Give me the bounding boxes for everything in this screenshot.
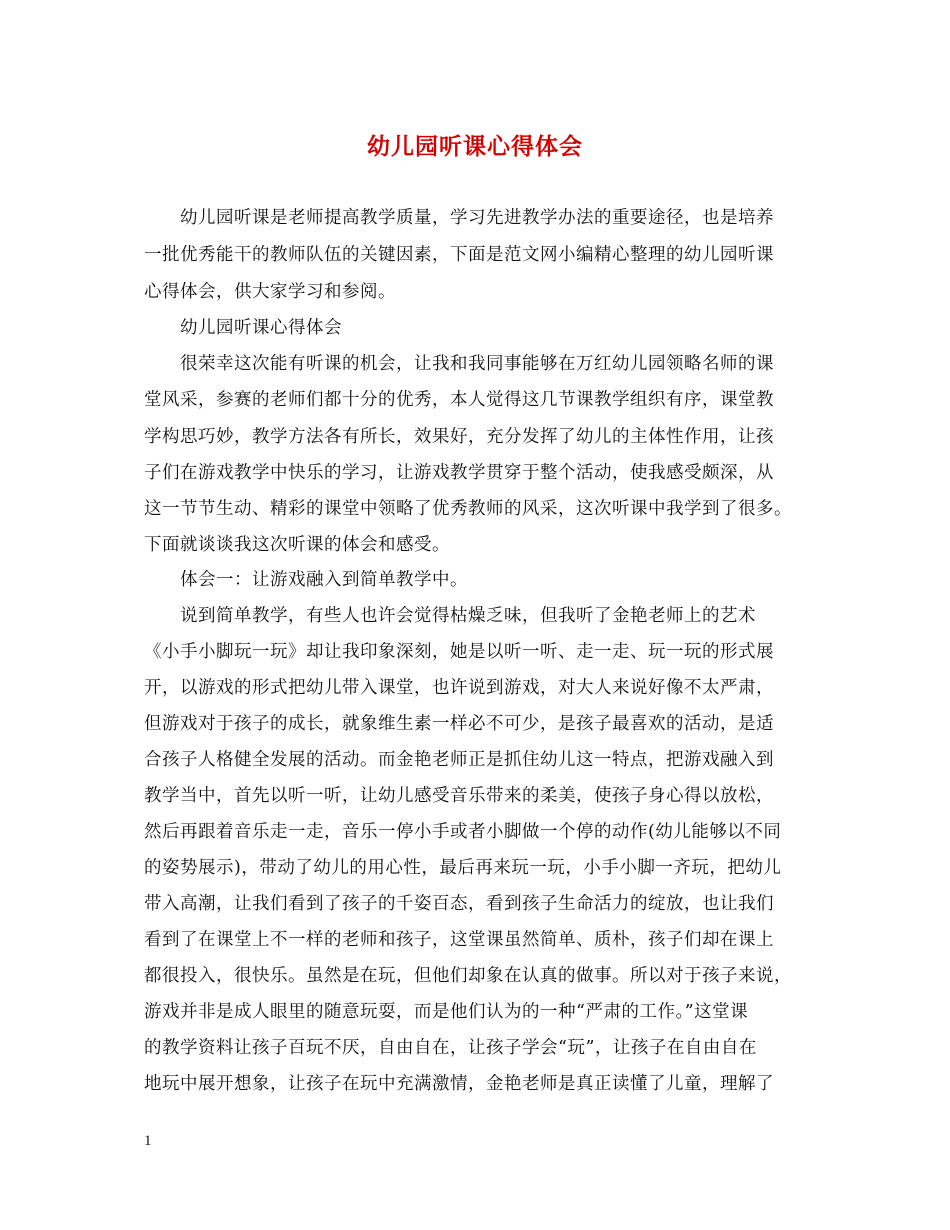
paragraph-line: 开，以游戏的形式把幼儿带入课堂，也许说到游戏，对大人来说好像不太严肃，: [144, 678, 774, 698]
paragraph-line: 《小手小脚玩一玩》却让我印象深刻，她是以听一听、走一走、玩一玩的形式展: [144, 642, 774, 662]
section-heading: 幼儿园听课心得体会: [180, 318, 342, 338]
paragraph-line: 一批优秀能干的教师队伍的关键因素，下面是范文网小编精心整理的幼儿园听课: [144, 245, 774, 265]
paragraph-line: 学构思巧妙，教学方法各有所长，效果好，充分发挥了幼儿的主体性作用，让孩: [144, 427, 774, 447]
paragraph-line: 子们在游戏教学中快乐的学习，让游戏教学贯穿于整个活动，使我感受颇深，从: [144, 463, 774, 483]
paragraph-line: 都很投入，很快乐。虽然是在玩，但他们却象在认真的做事。所以对于孩子来说，: [144, 966, 792, 986]
paragraph-line: 但游戏对于孩子的成长，就象维生素一样必不可少，是孩子最喜欢的活动，是适: [144, 714, 774, 734]
paragraph-line: 带入高潮，让我们看到了孩子的千姿百态，看到孩子生命活力的绽放，也让我们: [144, 894, 774, 914]
paragraph-line: 说到简单教学，有些人也许会觉得枯燥乏味，但我听了金艳老师上的艺术: [180, 606, 756, 626]
paragraph-line: 很荣幸这次能有听课的机会，让我和我同事能够在万红幼儿园领略名师的课: [180, 354, 774, 374]
paragraph-line: 的姿势展示)，带动了幼儿的用心性，最后再来玩一玩，小手小脚一齐玩，把幼儿: [144, 858, 782, 878]
paragraph-line: 合孩子人格健全发展的活动。而金艳老师正是抓住幼儿这一特点，把游戏融入到: [144, 750, 774, 770]
paragraph-line: 下面就谈谈我这次听课的体会和感受。: [144, 535, 450, 555]
section-heading: 体会一：让游戏融入到简单教学中。: [180, 570, 468, 590]
paragraph-line: 堂风采，参赛的老师们都十分的优秀，本人觉得这几节课教学组织有序，课堂教: [144, 390, 774, 410]
paragraph-line: 地玩中展开想象，让孩子在玩中充满激情，金艳老师是真正读懂了儿童，理解了: [144, 1074, 774, 1094]
paragraph-line: 这一节节生动、精彩的课堂中领略了优秀教师的风采，这次听课中我学到了很多。: [144, 499, 792, 519]
paragraph-line: 幼儿园听课是老师提高教学质量，学习先进教学办法的重要途径，也是培养: [180, 208, 774, 228]
paragraph-line: 教学当中，首先以听一听，让幼儿感受音乐带来的柔美，使孩子身心得以放松，: [144, 786, 774, 806]
paragraph-line: 然后再跟着音乐走一走，音乐一停小手或者小脚做一个停的动作(幼儿能够以不同: [144, 822, 782, 842]
paragraph-line: 看到了在课堂上不一样的老师和孩子，这堂课虽然简单、质朴，孩子们却在课上: [144, 930, 774, 950]
paragraph-line: 游戏并非是成人眼里的随意玩耍，而是他们认为的一种“严肃的工作。”这堂课: [144, 1002, 749, 1022]
page-number: 1: [144, 1133, 152, 1149]
paragraph-line: 心得体会，供大家学习和参阅。: [144, 282, 396, 302]
document-title: 幼儿园听课心得体会: [367, 133, 583, 160]
paragraph-line: 的教学资料让孩子百玩不厌，自由自在，让孩子学会“玩”，让孩子在自由自在: [144, 1038, 757, 1058]
